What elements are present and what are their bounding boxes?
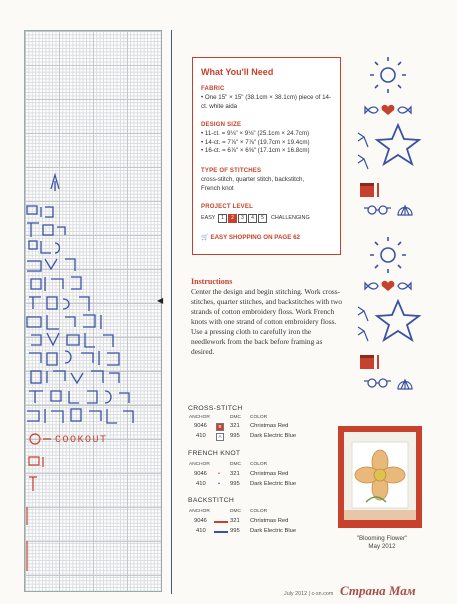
key-anchor: 9046 xyxy=(194,423,207,429)
key-anchor: 9046 xyxy=(194,471,207,477)
key-col-anchor: ANCHOR xyxy=(189,462,210,467)
sand-bucket-icon xyxy=(360,183,378,197)
sand-bucket-icon xyxy=(360,355,378,369)
fish-icon xyxy=(398,283,411,289)
project-level-heading: PROJECT LEVEL xyxy=(201,204,253,210)
key-col-dmc: DMC xyxy=(230,415,241,420)
sun-icon xyxy=(370,57,406,93)
column-divider xyxy=(171,30,172,594)
key-anchor: 410 xyxy=(196,481,206,487)
key-dmc: 995 xyxy=(230,528,240,534)
chart-umbrella-stroke xyxy=(51,175,59,191)
fish-icon xyxy=(398,107,411,113)
key-col-color: COLOR xyxy=(250,509,268,514)
photo-caption-date: May 2012 xyxy=(368,543,396,550)
key-col-color: COLOR xyxy=(250,415,268,420)
fabric-text: • One 15" × 15" (38.1cm × 38.1cm) piece of 14-ct. white aida xyxy=(201,94,332,110)
backstitch-line-swatch xyxy=(214,521,228,523)
framed-project-photo xyxy=(338,426,422,528)
french-knot-key-heading: FRENCH KNOT xyxy=(188,450,241,457)
site-watermark: Страна Мам xyxy=(340,583,416,598)
fish-icon xyxy=(365,283,378,289)
french-knot-key-row xyxy=(188,481,348,490)
design-size-heading: DESIGN SIZE xyxy=(201,122,242,128)
level-challenging-label: CHALLENGING xyxy=(271,215,310,221)
key-anchor: 410 xyxy=(196,433,206,439)
heart-icon xyxy=(382,105,395,115)
photo-caption xyxy=(336,535,428,551)
backstitch-key-row xyxy=(188,528,348,537)
backstitch-line-swatch xyxy=(214,531,228,533)
level-box-2: 2 xyxy=(228,214,237,223)
key-dmc: 995 xyxy=(230,433,240,439)
cross-stitch-key-row xyxy=(188,433,348,442)
key-dmc: 321 xyxy=(230,518,240,524)
french-knot-key-row xyxy=(188,471,348,480)
chart-motifs xyxy=(25,31,164,591)
seashell-icon xyxy=(398,206,412,215)
chart-center-arrow-icon: ◀ xyxy=(157,296,164,305)
fabric-heading: FABRIC xyxy=(201,86,225,92)
key-color-name: Christmas Red xyxy=(250,423,289,429)
key-knot-symbol: • xyxy=(218,471,221,477)
project-level-scale xyxy=(201,214,341,224)
level-box-3: 3 xyxy=(238,214,247,223)
key-symbol-swatch: A xyxy=(216,433,224,441)
fish-icon xyxy=(365,107,378,113)
design-size-line: • 16-ct. = 6⅞" × 6⅝" (17.1cm × 16.8cm) xyxy=(201,147,310,155)
key-color-name: Christmas Red xyxy=(250,471,289,477)
key-anchor: 9046 xyxy=(194,518,207,524)
key-color-name: Dark Electric Blue xyxy=(250,433,297,439)
motif-sidebar xyxy=(352,55,444,405)
design-size-line: • 11-ct. = 9⅛" × 9⅛" (25.1cm × 24.7cm) xyxy=(201,130,310,137)
level-box-5: 5 xyxy=(258,214,267,223)
stitch-types-text: cross-stitch, quarter stitch, backstitch, French knot xyxy=(201,176,305,192)
flower-embroidery-image xyxy=(344,432,416,520)
photo-caption-title: "Blooming Flower" xyxy=(356,535,408,542)
design-size-line: • 14-ct. = 7⅞" × 7⅞" (19.7cm × 19.4cm) xyxy=(201,138,310,146)
key-col-dmc: DMC xyxy=(230,462,241,467)
easy-shopping-text: EASY SHOPPING ON PAGE 62 xyxy=(210,234,300,241)
shopping-cart-icon: 🛒 xyxy=(201,234,209,241)
cross-stitch-key-row xyxy=(188,423,348,432)
easy-shopping-link[interactable] xyxy=(201,233,300,241)
instructions-heading: Instructions xyxy=(191,277,233,286)
key-color-name: Dark Electric Blue xyxy=(250,528,297,534)
chart-cookout-text: COOKOUT xyxy=(55,435,108,446)
key-color-name: Dark Electric Blue xyxy=(250,481,297,487)
key-anchor: 410 xyxy=(196,528,206,534)
heart-icon xyxy=(382,281,395,291)
beach-umbrella-icon xyxy=(358,327,368,341)
starfish-icon xyxy=(377,125,419,164)
key-color-name: Christmas Red xyxy=(250,518,289,524)
sun-icon xyxy=(370,237,406,273)
stitch-types-heading: TYPE OF STITCHES xyxy=(201,168,262,174)
level-box-1: 1 xyxy=(218,214,227,223)
level-box-4: 4 xyxy=(248,214,257,223)
seashell-icon xyxy=(398,380,412,389)
cross-stitch-chart xyxy=(24,30,162,592)
materials-title: What You'll Need xyxy=(201,67,274,77)
key-dmc: 995 xyxy=(230,481,240,487)
sunglasses-icon xyxy=(364,379,391,387)
sunglasses-icon xyxy=(364,206,391,214)
key-col-color: COLOR xyxy=(250,462,268,467)
key-col-dmc: DMC xyxy=(230,509,241,514)
instructions-text: Center the design and begin stitching. Work cross-stitches, quarter stitches, and backstitches with two strands of cotton embroidery floss. Work French knots with one strand of cotton embroidery floss. Use a pressing cloth to carefully iron the needlework from the back before framing as desired. xyxy=(191,287,343,356)
photo-matting xyxy=(344,432,416,520)
key-col-anchor: ANCHOR xyxy=(189,415,210,420)
backstitch-key-row xyxy=(188,518,348,527)
beach-umbrella-icon xyxy=(358,155,368,169)
starfish-icon xyxy=(377,301,419,340)
key-dmc: 321 xyxy=(230,471,240,477)
cross-stitch-key-heading: CROSS-STITCH xyxy=(188,405,243,412)
key-dmc: 321 xyxy=(230,423,240,429)
backstitch-key-heading: BACKSTITCH xyxy=(188,497,235,504)
page-footer: July 2012 | c-sn.com xyxy=(284,591,334,597)
key-knot-symbol: • xyxy=(218,481,221,487)
beach-umbrella-icon xyxy=(358,307,368,321)
key-symbol-swatch: B xyxy=(216,423,224,431)
materials-box xyxy=(192,57,341,255)
key-col-anchor: ANCHOR xyxy=(189,509,210,514)
level-easy-label: EASY xyxy=(201,215,216,221)
beach-umbrella-icon xyxy=(358,133,368,147)
